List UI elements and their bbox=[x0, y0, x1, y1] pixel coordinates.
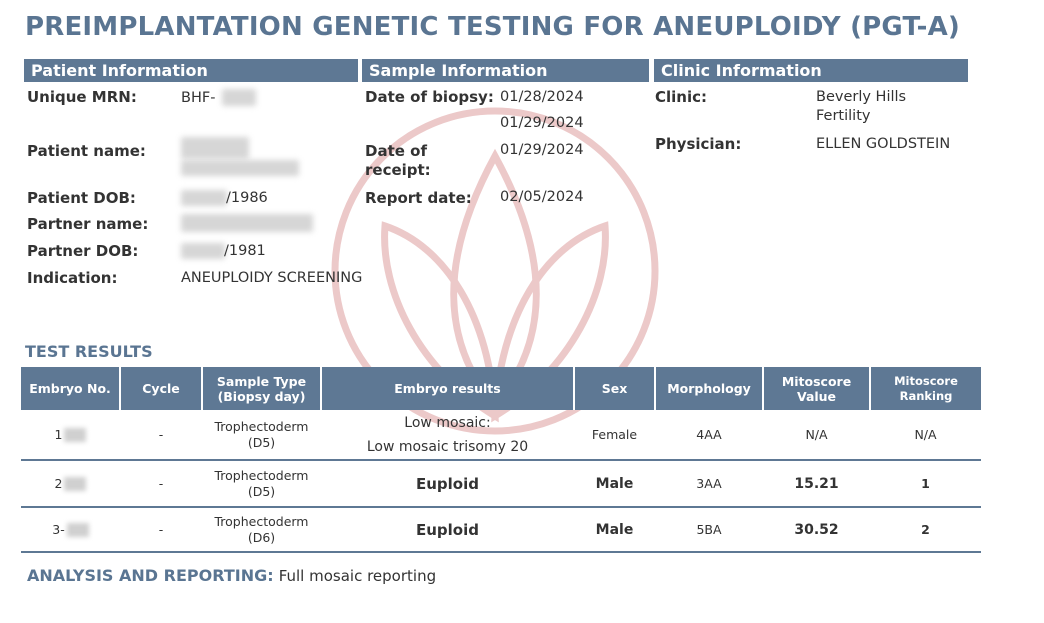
col-morphology: Morphology bbox=[655, 367, 763, 410]
physician-label: Physician: bbox=[655, 135, 742, 153]
clinic-label: Clinic: bbox=[655, 88, 708, 106]
patient-info-header: Patient Information bbox=[24, 59, 358, 82]
mitoscore-rank-cell: 2 bbox=[870, 507, 981, 552]
morphology-cell: 5BA bbox=[655, 507, 763, 552]
biopsy-date-1: 01/28/2024 bbox=[500, 89, 584, 105]
indication-value: ANEUPLOIDY SCREENING bbox=[181, 270, 363, 286]
mitoscore-value-cell: 30.52 bbox=[763, 507, 870, 552]
report-title: PREIMPLANTATION GENETIC TESTING FOR ANEUPLOIDY (PGT-A) bbox=[24, 12, 961, 42]
analysis-label: ANALYSIS AND REPORTING: bbox=[27, 566, 274, 585]
col-mitoscore-ranking: Mitoscore Ranking bbox=[870, 367, 981, 410]
col-sex: Sex bbox=[574, 367, 655, 410]
col-mitoscore-value: Mitoscore Value bbox=[763, 367, 870, 410]
indication-label: Indication: bbox=[27, 269, 118, 287]
mitoscore-rank-cell: 1 bbox=[870, 460, 981, 507]
cycle-cell: - bbox=[120, 410, 202, 460]
report-date-label: Report date: bbox=[365, 189, 472, 207]
biopsy-date-2: 01/29/2024 bbox=[500, 115, 584, 131]
table-row bbox=[21, 410, 981, 460]
sample-type-cell: Trophectoderm (D5) bbox=[202, 460, 321, 507]
patient-dob-label: Patient DOB: bbox=[27, 189, 136, 207]
mrn-label: Unique MRN: bbox=[27, 88, 137, 106]
col-embryo-results: Embryo results bbox=[321, 367, 574, 410]
col-embryo-no: Embryo No. bbox=[21, 367, 120, 410]
results-table bbox=[21, 367, 981, 553]
table-row bbox=[21, 507, 981, 552]
partner-dob-value: /1981 bbox=[224, 243, 266, 259]
receipt-date-value: 01/29/2024 bbox=[500, 142, 584, 158]
biopsy-date-label: Date of biopsy: bbox=[365, 88, 494, 106]
sex-cell: Male bbox=[574, 507, 655, 552]
receipt-date-label: Date of bbox=[365, 142, 427, 160]
mitoscore-rank-cell: N/A bbox=[870, 410, 981, 460]
embryo-result-cell: Euploid bbox=[321, 507, 574, 552]
sample-type-cell: Trophectoderm (D6) bbox=[202, 507, 321, 552]
redaction-partner-name bbox=[181, 214, 313, 232]
embryo-no-cell: 3- bbox=[21, 507, 120, 552]
embryo-no-cell: 1 bbox=[21, 410, 120, 460]
mitoscore-value-cell: 15.21 bbox=[763, 460, 870, 507]
report-date-value: 02/05/2024 bbox=[500, 189, 584, 205]
redaction-patient-name bbox=[181, 137, 249, 159]
partner-name-label: Partner name: bbox=[27, 215, 149, 233]
embryo-result-cell: Euploid bbox=[321, 460, 574, 507]
col-sample-type: Sample Type (Biopsy day) bbox=[202, 367, 321, 410]
cycle-cell: - bbox=[120, 507, 202, 552]
redaction-mrn bbox=[222, 89, 256, 106]
embryo-result-cell: Low mosaic: Low mosaic trisomy 20 bbox=[321, 410, 574, 460]
analysis-value: Full mosaic reporting bbox=[278, 567, 437, 585]
sex-cell: Female bbox=[574, 410, 655, 460]
receipt-date-label-2: receipt: bbox=[365, 161, 431, 179]
clinic-info-header: Clinic Information bbox=[654, 59, 968, 82]
sex-cell: Male bbox=[574, 460, 655, 507]
mitoscore-value-cell: N/A bbox=[763, 410, 870, 460]
sample-type-cell: Trophectoderm (D5) bbox=[202, 410, 321, 460]
redaction-patient-dob bbox=[181, 190, 227, 206]
clinic-value-2: Fertility bbox=[816, 108, 871, 124]
table-row bbox=[21, 460, 981, 507]
mrn-value: BHF- bbox=[181, 90, 216, 106]
col-cycle: Cycle bbox=[120, 367, 202, 410]
physician-value: ELLEN GOLDSTEIN bbox=[816, 136, 951, 152]
cycle-cell: - bbox=[120, 460, 202, 507]
results-header-row bbox=[21, 367, 981, 410]
morphology-cell: 4AA bbox=[655, 410, 763, 460]
morphology-cell: 3AA bbox=[655, 460, 763, 507]
sample-info-header: Sample Information bbox=[362, 59, 649, 82]
patient-name-label: Patient name: bbox=[27, 142, 146, 160]
redaction-patient-name-2 bbox=[181, 160, 299, 176]
partner-dob-label: Partner DOB: bbox=[27, 242, 139, 260]
clinic-value: Beverly Hills bbox=[816, 89, 907, 105]
analysis-line bbox=[27, 566, 436, 585]
patient-dob-value: /1986 bbox=[226, 190, 268, 206]
embryo-no-cell: 2 bbox=[21, 460, 120, 507]
test-results-heading: TEST RESULTS bbox=[25, 342, 153, 361]
redaction-partner-dob bbox=[181, 243, 225, 259]
